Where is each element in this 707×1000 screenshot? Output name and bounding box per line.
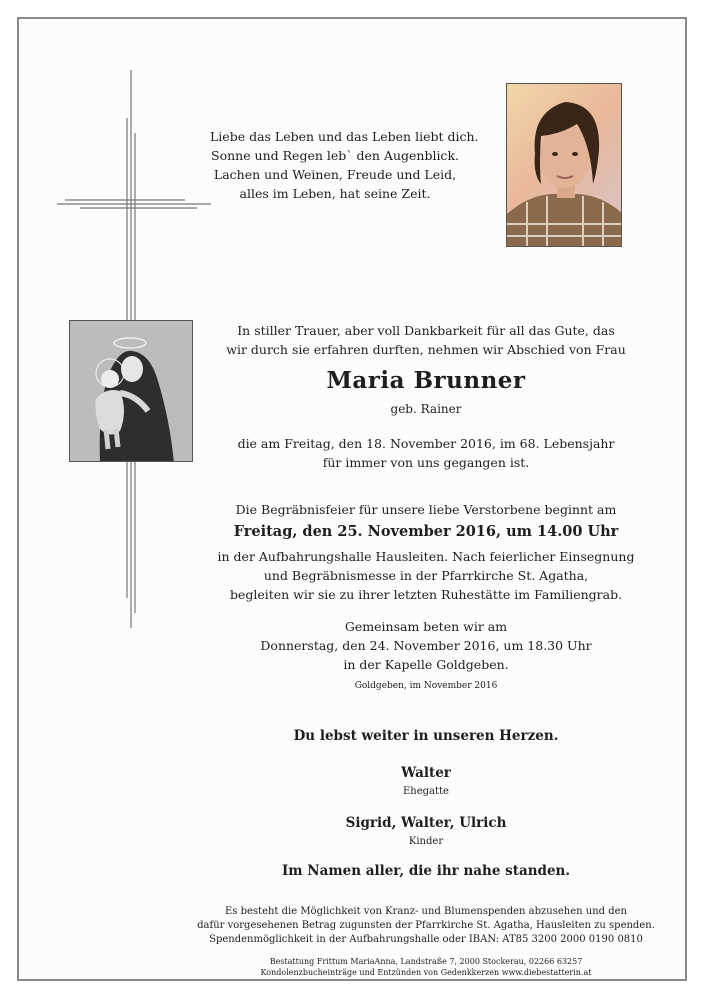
funeral-intro: Die Begräbnisfeier für unsere liebe Verstorbene beginnt am xyxy=(235,502,617,517)
mourner-name: Sigrid, Walter, Ulrich xyxy=(345,815,507,831)
donation-notice xyxy=(130,905,707,947)
prayer-notice xyxy=(200,617,652,674)
undertaker-line: Bestattung Frittum MariaAnna, Landstraße 7, 2000 Stockerau, 02266 63257 xyxy=(269,957,583,966)
death-notice xyxy=(200,434,652,472)
mourner-relation: Ehegatte xyxy=(403,786,449,797)
madonna-image xyxy=(69,320,193,462)
prayer-line: Gemeinsam beten wir am xyxy=(344,619,508,634)
portrait-photo xyxy=(506,83,622,247)
undertaker-info xyxy=(130,956,707,978)
undertaker-line: Kondolenzbucheinträge und Entzünden von Gedenkkerzen www.diebestatterin.at xyxy=(260,968,592,977)
poem-line: Liebe das Leben und das Leben liebt dich. xyxy=(210,129,479,144)
death-notice-line: die am Freitag, den 18. November 2016, im 68. Lebensjahr xyxy=(237,436,615,451)
funeral-details-line: begleiten wir sie zu ihrer letzten Ruhestätte im Familiengrab. xyxy=(229,587,623,602)
poem-line: alles im Leben, hat seine Zeit. xyxy=(239,186,431,201)
poem-line: Lachen und Weinen, Freude und Leid, xyxy=(213,167,457,182)
funeral-date: Freitag, den 25. November 2016, um 14.00 Uhr xyxy=(233,523,619,540)
funeral-details-line: in der Aufbahrungshalle Hausleiten. Nach feierlicher Einsegnung xyxy=(217,549,635,564)
donation-line: Spendenmöglichkeit in der Aufbahrungshalle oder IBAN: AT85 3200 2000 0190 0810 xyxy=(209,934,643,945)
donation-line: Es besteht die Möglichkeit von Kranz- und Blumenspenden abzusehen und den xyxy=(224,906,627,917)
prayer-line: Donnerstag, den 24. November 2016, um 18.30 Uhr xyxy=(260,638,592,653)
prayer-line: in der Kapelle Goldgeben. xyxy=(343,657,509,672)
madonna-icon xyxy=(70,321,193,462)
portrait-icon xyxy=(507,84,622,247)
poem-line: Sonne und Regen leb` den Augenblick. xyxy=(211,148,459,163)
funeral-details-line: und Begräbnismesse in der Pfarrkirche St. Agatha, xyxy=(263,568,589,583)
maiden-name: geb. Rainer xyxy=(390,402,462,416)
death-notice-line: für immer von uns gegangen ist. xyxy=(322,455,530,470)
deceased-name: Maria Brunner xyxy=(326,367,526,394)
place-date: Goldgeben, im November 2016 xyxy=(354,681,498,691)
mourner-name: Walter xyxy=(401,765,451,781)
intro-text xyxy=(200,321,652,359)
mourner-relation: Kinder xyxy=(408,836,444,847)
closing-text: Im Namen aller, die ihr nahe standen. xyxy=(281,863,571,879)
poem xyxy=(210,127,479,203)
intro-line: wir durch sie erfahren durften, nehmen wir Abschied von Frau xyxy=(226,342,626,357)
intro-line: In stiller Trauer, aber voll Dankbarkeit für all das Gute, das xyxy=(237,323,615,338)
donation-line: dafür vorgesehenen Betrag zugunsten der Pfarrkirche St. Agatha, Hausleiten zu spenden. xyxy=(197,920,655,931)
funeral-details xyxy=(200,547,652,604)
farewell-text: Du lebst weiter in unseren Herzen. xyxy=(293,728,559,744)
